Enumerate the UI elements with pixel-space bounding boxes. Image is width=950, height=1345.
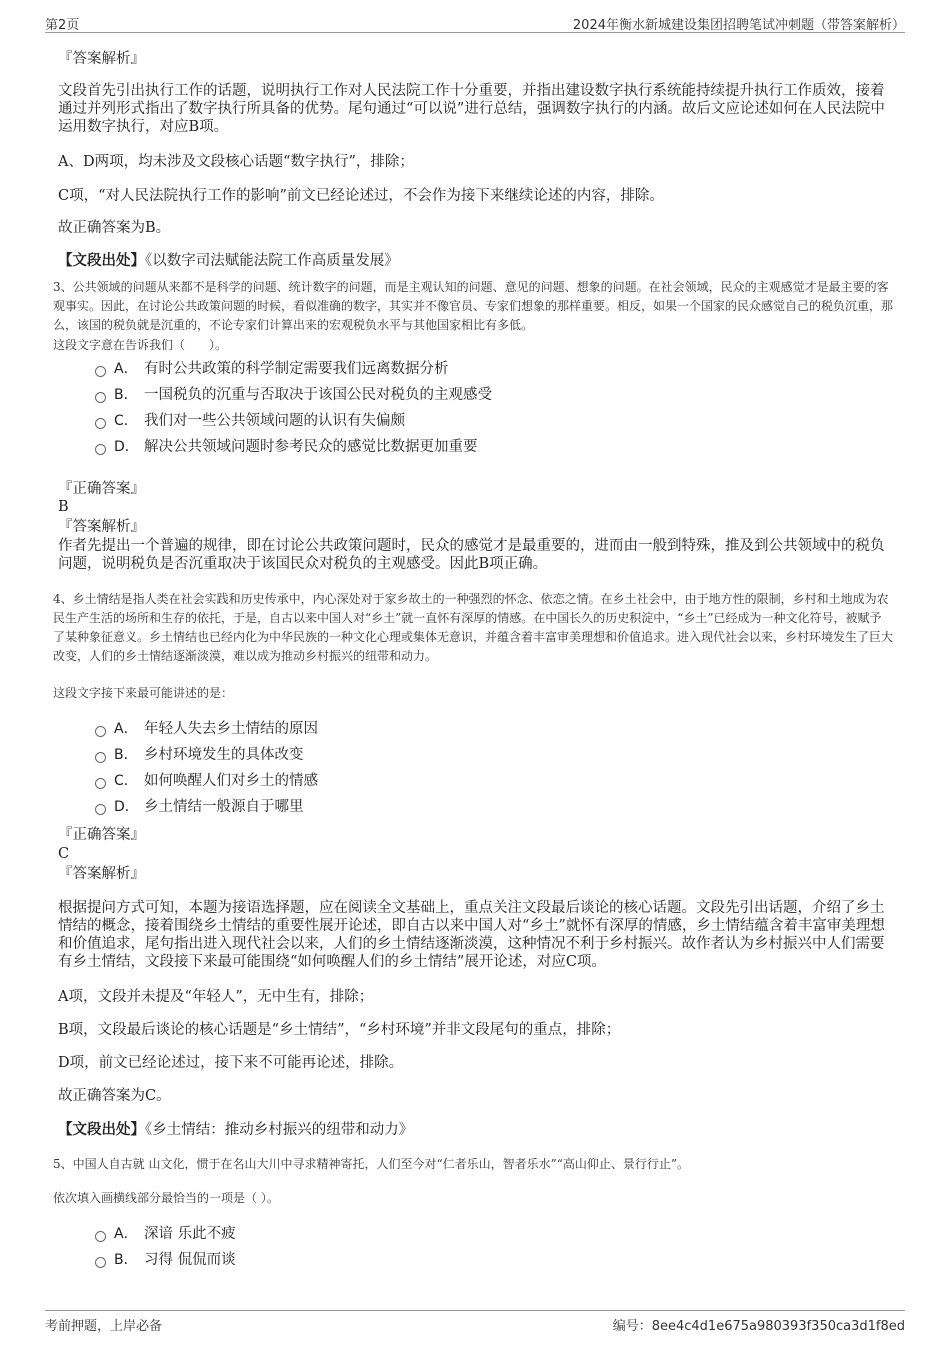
q2-analysis: 文段首先引出执行工作的话题，说明执行工作对人民法院工作十分重要，并指出建设数字执行系统能持续提升执行工作质效，接着通过并列形式指出了数字执行所具备的优势。尾句通过“可以说”进行总结，强调数字执行的内涵。故后文应论述如何在人民法院中运用数字执行，对应B项。 bbox=[58, 83, 885, 135]
radio-icon[interactable] bbox=[95, 726, 106, 737]
q4-prompt: 这段文字接下来最可能讲述的是： bbox=[53, 686, 234, 700]
page-header bbox=[45, 12, 905, 33]
document-id: 编号：8ee4c4d1e675a980393f350ca3d1f8ed bbox=[612, 1319, 905, 1334]
radio-icon[interactable] bbox=[95, 1257, 106, 1268]
q4-source bbox=[58, 1121, 888, 1139]
document-title: 2024年衡水新城建设集团招聘笔试冲刺题（带答案解析） bbox=[572, 18, 905, 33]
radio-icon[interactable] bbox=[95, 1231, 106, 1242]
q4-source-label: 【文段出处】 bbox=[58, 1121, 145, 1138]
q3-analysis: 作者先提出一个普遍的规律，即在讨论公共政策问题时，民众的感觉才是最重要的，进而由一般到特殊，推及到公共领域中的税负问题，说明税负是否沉重取决于该国民众对税负的主观感受。因此B项正确。 bbox=[58, 538, 885, 572]
q2-note-c: C项，“对人民法院执行工作的影响”前文已经论述过，不会作为接下来继续论述的内容，排除。 bbox=[58, 188, 664, 204]
q2-source-title: 《以数字司法赋能法院工作高质量发展》 bbox=[145, 253, 399, 269]
q2-source bbox=[58, 252, 888, 270]
radio-icon[interactable] bbox=[95, 392, 106, 403]
q5-prompt: 依次填入画横线部分最恰当的一项是（ ）。 bbox=[53, 1191, 279, 1205]
footer-slogan: 考前押题，上岸必备 bbox=[45, 1319, 163, 1334]
q5-stem: 5、中国人自古就 山文化，惯于在名山大川中寻求精神寄托，人们至今对“仁者乐山，智者乐水”“高山仰止、景行行止”。 bbox=[53, 1157, 689, 1171]
q4-option-b[interactable]: B． 乡村环境发生的具体改变 bbox=[95, 745, 795, 765]
q4-source-title: 《乡土情结：推动乡村振兴的纽带和动力》 bbox=[145, 1122, 414, 1138]
radio-icon[interactable] bbox=[95, 418, 106, 429]
q4-conclusion: 故正确答案为C。 bbox=[58, 1088, 171, 1104]
radio-icon[interactable] bbox=[95, 804, 106, 815]
q4-answer-label: 『正确答案』 bbox=[58, 827, 145, 843]
q3-answer-label: 『正确答案』 bbox=[58, 481, 145, 497]
q5-option-a[interactable]: A． 深谙 乐此不疲 bbox=[95, 1224, 795, 1244]
q5-option-b[interactable]: B． 习得 侃侃而谈 bbox=[95, 1250, 795, 1270]
q2-source-label: 【文段出处】 bbox=[58, 252, 145, 269]
q4-option-a[interactable]: A． 年轻人失去乡土情结的原因 bbox=[95, 719, 795, 739]
q4-option-c[interactable]: C． 如何唤醒人们对乡土的情感 bbox=[95, 771, 795, 791]
radio-icon[interactable] bbox=[95, 752, 106, 763]
q4-option-d[interactable]: D． 乡土情结一般源自于哪里 bbox=[95, 797, 795, 817]
q4-analysis-label: 『答案解析』 bbox=[58, 866, 145, 882]
q3-option-b[interactable]: B． 一国税负的沉重与否取决于该国公民对税负的主观感受 bbox=[95, 385, 795, 405]
page-footer bbox=[45, 1310, 905, 1335]
q4-analysis: 根据提问方式可知，本题为接语选择题，应在阅读全文基础上，重点关注文段最后谈论的核心话题。文段先引出话题，介绍了乡土情结的概念，接着围绕乡土情结的重要性展开论述，即自古以来中国人对“乡土”就怀有深厚的情感，乡土情结蕴含着丰富审美理想和价值追求，尾句指出进入现代社会以来，人们的乡土情结逐渐淡漠，这种情况不利于乡村振兴。故作者认为乡村振兴中人们需要有乡土情结，文段接下来最可能围绕“如何唤醒人们的乡土情结”展开论述，对应C项。 bbox=[58, 900, 885, 970]
q4-note-d: D项，前文已经论述过，接下来不可能再论述，排除。 bbox=[58, 1055, 404, 1071]
radio-icon[interactable] bbox=[95, 366, 106, 377]
page-number: 第2页 bbox=[45, 18, 80, 33]
q3-option-d[interactable]: D． 解决公共领域问题时参考民众的感觉比数据更加重要 bbox=[95, 437, 795, 457]
radio-icon[interactable] bbox=[95, 778, 106, 789]
q4-note-a: A项，文段并未提及“年轻人”，无中生有，排除； bbox=[58, 989, 374, 1005]
q2-conclusion: 故正确答案为B。 bbox=[58, 220, 171, 236]
q4-note-b: B项，文段最后谈论的核心话题是“乡土情结”，“乡村环境”并非文段尾句的重点，排除； bbox=[58, 1022, 621, 1038]
radio-icon[interactable] bbox=[95, 444, 106, 455]
q3-option-c[interactable]: C． 我们对一些公共领域问题的认识有失偏颇 bbox=[95, 411, 795, 431]
q2-analysis-label: 『答案解析』 bbox=[58, 51, 145, 67]
q4-stem: 4、乡土情结是指人类在社会实践和历史传承中，内心深处对于家乡故土的一种强烈的怀念、依恋之情。在乡土社会中，由于地方性的限制，乡村和土地成为农民生产生活的场所和生存的依托，于是，自古以来中国人对“乡土”就一直怀有深厚的情感。在中国长久的历史积淀中，“乡土”已经成为一种文化符号，被赋予了某种象征意义。乡土情结也已经内化为中华民族的一种文化心理或集体无意识，并蕴含着丰富审美理想和价值追求。进入现代社会以来，乡村环境发生了巨大改变，人们的乡土情结逐渐淡漠，难以成为推动乡村振兴的纽带和动力。 bbox=[53, 592, 894, 663]
q2-note-ad: A、D两项，均未涉及文段核心话题“数字执行”，排除； bbox=[58, 154, 414, 170]
q3-option-a[interactable]: A． 有时公共政策的科学制定需要我们远离数据分析 bbox=[95, 359, 795, 379]
q3-stem: 3、公共领域的问题从来都不是科学的问题、统计数字的问题，而是主观认知的问题、意见的问题、想象的问题。在社会领域，民众的主观感觉才是最主要的客观事实。因此，在讨论公共政策问题的时候，看似准确的数字，其实并不像官员、专家们想象的那样重要。相反，如果一个国家的民众感觉自己的税负沉重，那么，该国的税负就是沉重的，不论专家们计算出来的宏观税负水平与其他国家相比有多低。 bbox=[53, 280, 894, 332]
q3-analysis-label: 『答案解析』 bbox=[58, 519, 145, 535]
q3-answer: B bbox=[58, 499, 69, 515]
q4-answer: C bbox=[58, 846, 70, 862]
q3-prompt: 这段文字意在告诉我们（ ）。 bbox=[53, 338, 228, 352]
